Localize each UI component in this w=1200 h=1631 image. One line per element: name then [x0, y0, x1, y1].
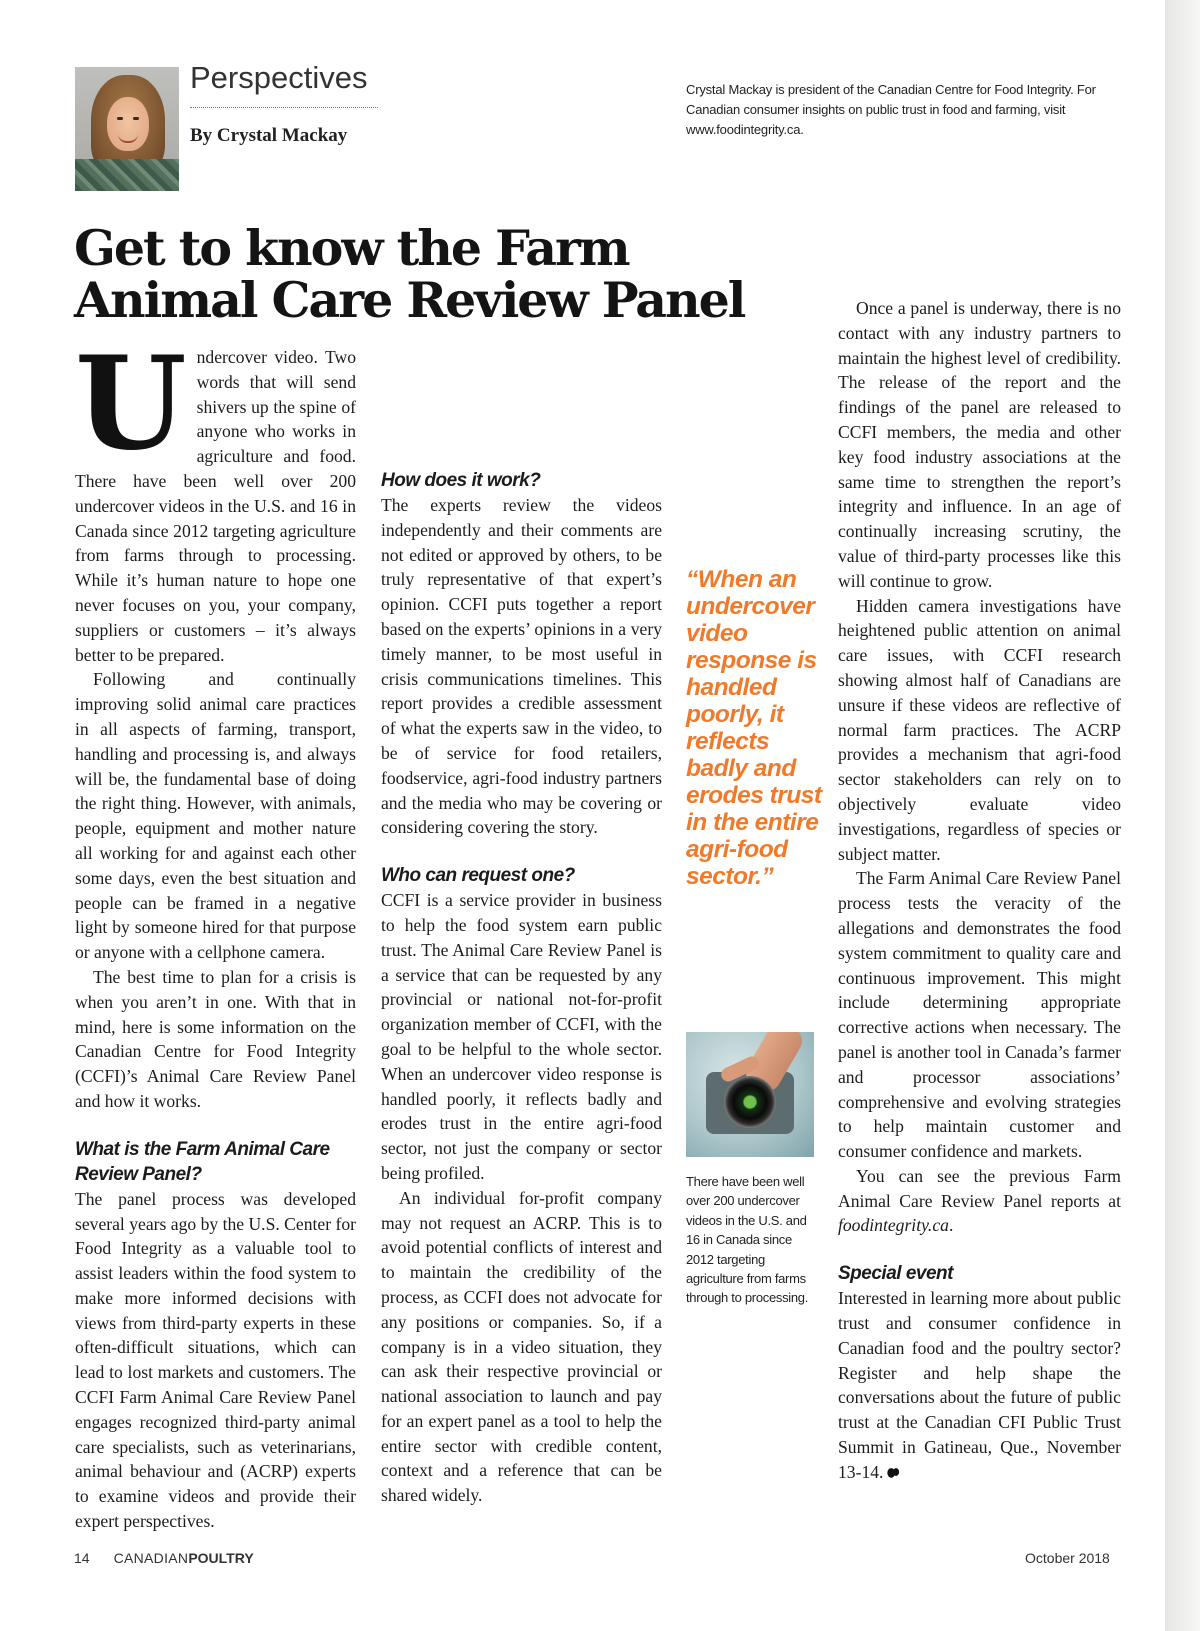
author-bio: Crystal Mackay is president of the Canadian Centre for Food Integrity. For Canadian consumer insights on public trust in food and farming, visit www.foodintegrity.ca.: [686, 82, 1096, 137]
article-paragraph: The best time to plan for a crisis is when you aren’t in one. With that in mind, here is some information on the Canadian Centre for Food Integrity (CCFI)’s Animal Care Review Panel and how it works.: [75, 966, 356, 1111]
article-column-3: [838, 222, 1121, 1485]
issue-date: October 2018: [1025, 1550, 1110, 1566]
page-edge-shadow: [1165, 0, 1200, 1631]
magazine-name-part2: POULTRY: [188, 1550, 254, 1566]
page-number: 14: [74, 1550, 90, 1566]
article-paragraph: The Farm Animal Care Review Panel process tests the veracity of the allegations and demonstrates the food system commitment to quality care and continuous improvement. This might include determining appropriate corrective actions when necessary. The panel is another tool in Canada’s farmer and processor associations’ comprehensive and evolving strategies to help maintain customer and consumer confidence and markets.: [838, 868, 1121, 1162]
paragraph-text: Interested in learning more about public trust and consumer confidence in Canadian food and the poultry sector? Register and help shape the conversations about the future of public trust at the Canadian CFI Public Trust Summit in Gatineau, Que., November 13-14.: [838, 1288, 1121, 1482]
subheading-special-event: Special event: [838, 1263, 953, 1285]
article-paragraph: [75, 329, 356, 667]
article-headline: Get to know the Farm Animal Care Review Panel: [74, 219, 745, 329]
camera-photo: [686, 1032, 814, 1157]
article-paragraph: [838, 1286, 1121, 1484]
article-paragraph: CCFI is a service provider in business to help the food system earn public trust. The Animal Care Review Panel is a service that can be requested by any provincial or national not-for-profit organization member of CCFI, with the goal to be helpful to the whole sector. When an undercover video response is handled poorly, it reflects badly and erodes trust in the entire agri-food sector, not just the company or sector being profiled.: [381, 890, 662, 1183]
paragraph-text: .: [948, 1215, 954, 1236]
page-footer-left: [74, 1550, 254, 1566]
paragraph-text: You can see the previous Farm Animal Care Review Panel reports at: [838, 1165, 1121, 1211]
magazine-name-part1: CANADIAN: [113, 1550, 189, 1566]
subheading-how-it-works: How does it work?: [381, 470, 541, 491]
drop-cap: U: [75, 329, 187, 479]
article-paragraph: The experts review the videos independently and their comments are not edited or approved by others, to be truly representative of that expert’s opinion. CCFI puts together a report based on the experts’ opinions in a very timely manner, to be most useful in crisis communications timelines. This report provides a credible assessment of what the experts saw in the video, to be of service for food retailers, foodservice, agri-food industry partners and the media who may be covering or considering covering the story.: [381, 495, 662, 838]
egg-icon: [886, 1465, 900, 1479]
section-title: Perspectives: [190, 60, 368, 95]
article-paragraph: Hidden camera investigations have heightened public attention on animal care issues, with CCFI research showing almost half of Canadians are unsure if these videos are reflective of normal farm practices. The ACRP provides a mechanism that agri-food sector stakeholders can rely on to objectively evaluate video investigations, regardless of species or subject matter.: [838, 595, 1121, 864]
byline: By Crystal Mackay: [190, 125, 348, 146]
article-paragraph: Following and continually improving solid animal care practices in all aspects of farming, transport, handling and processing is, and always will be, the fundamental base of doing the right thing. However, with animals, people, equipment and mother nature all working for and against each other some days, even the best situation and people can be framed in a negative light by someone hired for that purpose or anyone with a cellphone camera.: [75, 669, 356, 963]
subheading-what-is: What is the Farm Animal Care Review Panel?: [75, 1138, 330, 1185]
paragraph-text: ndercover video. Two words that will send shivers up the spine of anyone who works in agriculture and food. There have been well over 200 undercover videos in the U.S. and 16 in Canada since 2012 targeting agriculture from farms through to processing. While it’s human nature to hope one never focuses on you, your company, suppliers or customers – it’s always better to be prepared.: [75, 347, 356, 665]
article-column-2: [381, 345, 662, 1508]
article-paragraph: Once a panel is underway, there is no contact with any industry partners to maintain the highest level of credibility. The release of the report and the findings of the panel are released to CCFI members, the media and other key food industry associations at the same time to strengthen the report’s integrity and influence. In an age of continually increasing scrutiny, the value of third-party processes like this will continue to grow.: [838, 298, 1121, 591]
image-caption: There have been well over 200 undercover videos in the U.S. and 16 in Canada since 2012 targeting agriculture from farms through to processing.: [686, 1174, 809, 1306]
website-link[interactable]: foodintegrity.ca: [838, 1215, 949, 1236]
article-paragraph: An individual for-profit company may not request an ACRP. This is to avoid potential conflicts of interest and to maintain the credibility of the process, as CCFI does not advocate for any positions or companies. So, if a company is in a video situation, they can ask their respective provincial or national association to launch and pay for an expert panel as a tool to help the entire sector with credible content, context and a reference that can be shared widely.: [381, 1187, 662, 1506]
article-paragraph: [838, 1164, 1121, 1238]
article-column-1: [75, 329, 356, 1534]
pull-quote: “When an undercover video response is handled poorly, it reflects badly and erodes trust in the entire agri-food sector.”: [686, 566, 822, 890]
article-paragraph: The panel process was developed several years ago by the U.S. Center for Food Integrity as a valuable tool to assist leaders within the food system to make more informed decisions with views from third-party experts in these often-difficult situations, which can lead to lost markets and customers. The CCFI Farm Animal Care Review Panel engages recognized third-party animal care specialists, such as veterinarians, animal behaviour and (ACRP) experts to examine videos and provide their expert perspectives.: [75, 1188, 356, 1532]
subheading-who-can-request: Who can request one?: [381, 865, 575, 887]
author-photo: [75, 67, 179, 191]
section-divider: [190, 107, 378, 108]
